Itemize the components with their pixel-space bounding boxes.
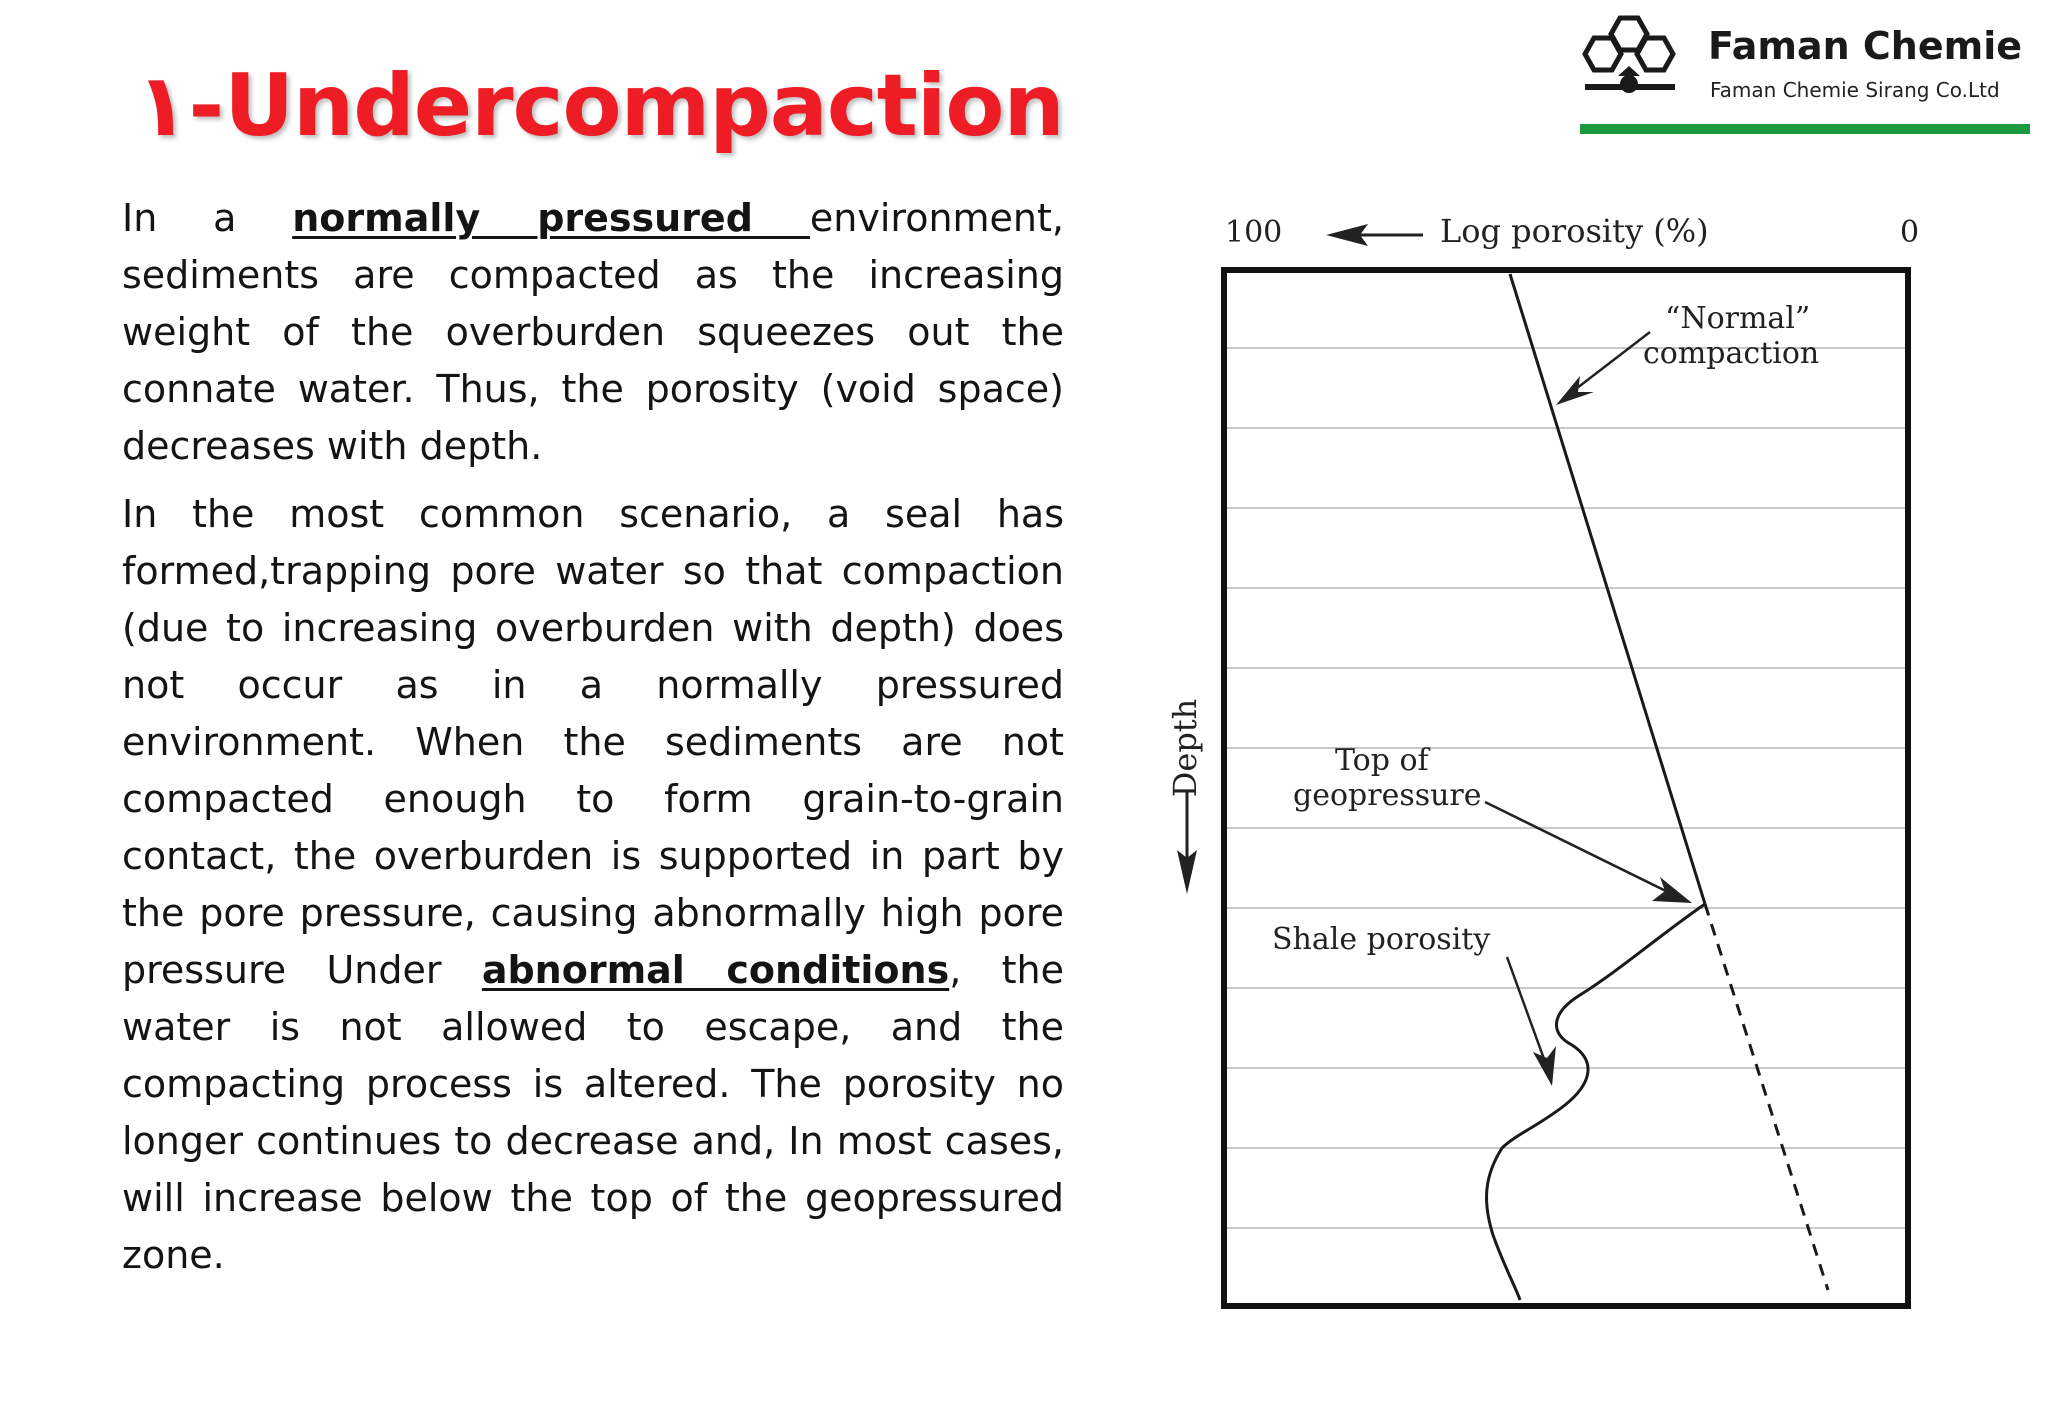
hexagon-logo-icon	[1580, 10, 1700, 110]
x-axis-left-value: 100	[1225, 215, 1283, 250]
paragraph1-text-end: environment, sediments are compacted as the increasing weight of the overburden squeezes out the connate water. Thus, the porosity (void space) decreases with depth.	[122, 196, 1064, 468]
paragraph2-text-end: , the water is not allowed to escape, and the compacting process is altered. The porosity no longer continues to decrease and, In most cases, will increase below the top of the geopressured zone.	[122, 948, 1064, 1277]
paragraph-normal-compaction	[122, 190, 1064, 475]
company-logo	[1580, 10, 2030, 140]
paragraph2-text-start: In the most common scenario, a seal has formed,trapping pore water so that compaction (due to increasing overburden with depth) does not occur as in a normally pressured environment. When the sediments are not compacted enough to form grain-to-grain contact, the overburden is supported in part by the pore pressure, causing abnormally high pore pressure Under	[122, 492, 1064, 992]
porosity-depth-figure	[1160, 200, 1940, 1340]
paragraph1-text-start: In a	[122, 196, 293, 240]
shale-porosity-label: Shale porosity	[1272, 922, 1491, 957]
x-axis-label: Log porosity (%)	[1440, 212, 1709, 250]
logo-company-subtitle: Faman Chemie Sirang Co.Ltd	[1710, 78, 2000, 102]
abnormal-conditions-emphasis: abnormal conditions	[481, 948, 950, 992]
normal-label-line1: “Normal”	[1665, 301, 1811, 336]
paragraph-undercompaction	[122, 486, 1064, 1284]
left-arrow-icon	[1326, 224, 1423, 246]
normally-pressured-emphasis: normally pressured	[292, 196, 810, 240]
y-axis-label: Depth	[1166, 698, 1204, 798]
top-label-line1: Top of	[1335, 743, 1429, 778]
top-label-line2: geopressure	[1293, 778, 1482, 813]
x-axis-right-value: 0	[1900, 215, 1920, 250]
normal-label-line2: compaction	[1643, 336, 1820, 371]
down-arrow-icon	[1177, 792, 1197, 894]
logo-company-name: Faman Chemie	[1708, 24, 2023, 68]
logo-green-bar	[1580, 124, 2030, 134]
slide-title: ١-Undercompaction	[136, 56, 1064, 156]
body-text	[122, 190, 1064, 1295]
